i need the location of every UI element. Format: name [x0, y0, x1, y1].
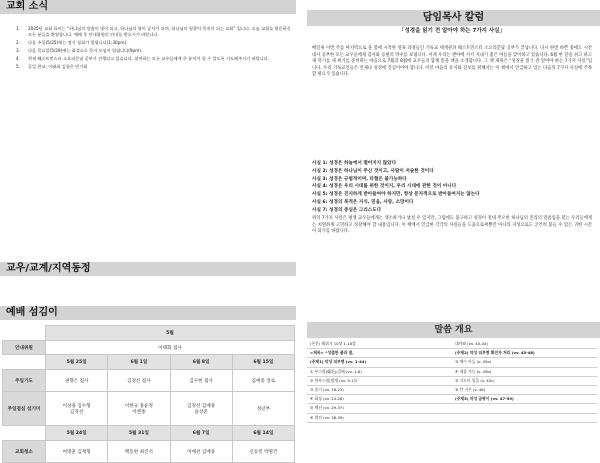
- news-item: 1. 2025년 교회 표어는 “하나님의 말씀이 빛이 되고, 하나님의 영이 공사가 되며, 하나님의 영광이 목적이 되는 교회” 입니다. 오늘 교회를 방문하신 모든 분들을 환영합니다. 예배 후 안내위원의 안내를 받으시기 바랍니다.: [16, 26, 291, 37]
- prayer-cell: 김경선 집사: [108, 370, 170, 392]
- cleaning-cell: 백동현 최진석: [108, 441, 170, 463]
- cleaning-cell: 신동민 박병건: [232, 441, 294, 463]
- guide-name: 이태화 집사: [46, 341, 295, 355]
- table-row: ⑤ 백선 (vv. 29-37): [307, 404, 597, 413]
- prayer-cell: 김수현 집사: [170, 370, 232, 392]
- table-row: ② 한부스럼(발생 (vv. 9-17) ⑤ 기도이 입을 (v. 45c): [307, 376, 597, 385]
- fact-item: 사실 6: 성경의 목적은 지식, 믿음, 사랑, 소망이다: [312, 199, 414, 205]
- row-header-prayer: 주일기도: [3, 370, 46, 392]
- meal-cell: 이한규 홍윤정 이엔종: [108, 392, 170, 426]
- fact-item: 사실 5: 성경은 진지하게 받아들여야 하지만, 항상 문자적으로 받아들여지는 않는다: [312, 192, 480, 198]
- news-item: 2. 다음 주일(5/25)에는 정기 청회가 열립니다(1:30pm).: [16, 40, 128, 45]
- fellowship-header: 교우/교계/지역동정: [0, 262, 296, 276]
- column-intro: 매일새 이번 주를 마지막으로 올 봄에 시작한 영육 과정들인 기독교 세계관과 웨스트민스터 소요리문답 공부가 끝납니다. 다시 한번 바쁜 중에도 시간 내서 공부한 모든 교우들에게 감사와 응원의 박수를 보냅니다. 이제 우리는 앤아에 서서 지내기 좋은 여름을 맞이하고 있습니다. 6월 한 달을 쉬고 하고 새 학기를 새 희기를 준비하는 마음으로 7월과 8월에 교우들과 함께 읽을 책을 소개합니다. 그 책 제목은 “성경을 읽기 전 알아야 하는 7가지 사실”입니다. 우리 기독교인들은 언제나 성경에 진심이어야 합니다. 이런 마음의 유지와 진보를 위해서는 이 책에서 언급하고 있는 다음의 7가지 사실에 주목할 필요가 있습니다.: [312, 46, 592, 78]
- date-cell: 6월 8일: [170, 355, 232, 370]
- date-cell: 6월 1일: [108, 355, 170, 370]
- church-news-header: 교회 소식: [0, 0, 296, 14]
- month-label: 5월: [46, 326, 295, 341]
- church-news-list: [16, 26, 294, 72]
- sermon-outline-header: 말씀 개요: [307, 322, 600, 338]
- meal-cell: 정년부: [232, 392, 294, 426]
- fact-item: 사실 3: 성경은 규범적이며, 타협은 불가능하다: [312, 176, 407, 182]
- date-cell: 5월 31일: [108, 426, 170, 441]
- pastor-column-header: 담임목사 칼럼: [307, 10, 600, 26]
- row-header-cleaning: 교회청소: [3, 441, 46, 463]
- sermon-outline-table: [307, 340, 597, 423]
- fact-item: 사실 1: 성경은 하늘에서 떨어지지 않았다: [312, 161, 397, 166]
- table-row: ⑥ 발진 (vv. 38-39): [307, 413, 597, 422]
- date-cell: 6월 14일: [232, 426, 294, 441]
- column-title: 「성경을 읽기 전 알아야 하는 7가지 사실」: [398, 28, 505, 34]
- news-item: 4. 현재 웨스트민스터 소요리문답 공부가 진행되고 있습니다. 참여하는 모든 교우들에게 큰 유익이 될 수 있도록 기도해주시기 바랍니다.: [16, 56, 270, 61]
- table-row: <제목> “성결한 품과 점, (주제2) 악성 피부병 확진자 처리 (vv. 45-46): [307, 349, 597, 358]
- row-header-meal: 주일점심 섬기미: [3, 392, 46, 426]
- fact-item: 사실 2: 성경은 하나님이 주신 것이고, 사람이 저술한 것이다: [312, 168, 434, 174]
- news-item: 3. 다음 목요일(5/29)에는 화성소로 목자 모임이 열립니다(9pm).: [16, 48, 143, 53]
- table-row: (주제1) 악성 피부병 (vv. 1-44) ③ 예수 아들 (v. 45a): [307, 358, 597, 367]
- table-row: ④ 화상 (vv. 24-28) (주제3) 악성 곰팡이 (vv. 47-59): [307, 395, 597, 404]
- table-row: (본문) 레위기 10장 1-18절 대마와 (vv. 40-44): [307, 340, 597, 349]
- meal-cell: 이상용 김수형 김경선: [46, 392, 108, 426]
- column-outro: 위의 7가지 사실은 평생 교우들에게는 생소하거나 낯설 수 있지만, 그럼에도 불구하고 성경이 절대 무오한 하나님의 진리의 말씀임을 믿는 우리들에게는 치열하게 고민하고 성찰해야 할 내용입니다. 이 책에서 언급한 각각의 사실들을 도움으로써뿐만 아니라 지성으로도 굳건히 붙들 수 있는 귀한 시간이 되기를 바랍니다.: [312, 216, 592, 235]
- cleaning-cell: 이예찬 김예중: [170, 441, 232, 463]
- table-row: ③ 종기 (vv. 18-23) ⑥ 칸 거주 (v. 46): [307, 385, 597, 394]
- worship-servers-header: 예배 섬김이: [0, 306, 296, 320]
- fact-item: 사실 7: 성경의 중심은 그리스도다: [312, 207, 382, 213]
- date-cell: 6월 7일: [170, 426, 232, 441]
- worship-servers-table: [2, 325, 295, 463]
- date-cell: 5월 24일: [46, 426, 108, 441]
- news-item: 5. 공일 찬교: 이태화 김청은 빈기회: [16, 64, 88, 69]
- date-cell: 6월 15일: [232, 355, 294, 370]
- table-row: ① 부스럼(鷄毛)/걸해 (vv. 1-8) ④ 제물 가능 (v. 45b): [307, 367, 597, 376]
- column-facts: [312, 160, 592, 215]
- date-cell: 5월 25일: [46, 355, 108, 370]
- prayer-cell: 김예중 장로: [232, 370, 294, 392]
- prayer-cell: 권향은 집사: [46, 370, 108, 392]
- fact-item: 사실 4: 성경은 우리 시대를 위한 것이지, 우리 시대에 관한 것이 아니다: [312, 184, 457, 190]
- meal-cell: 김경선 김예중 윤상준: [170, 392, 232, 426]
- cleaning-cell: 여명훈 김재형: [46, 441, 108, 463]
- row-header-guide: 안내위원: [3, 341, 46, 355]
